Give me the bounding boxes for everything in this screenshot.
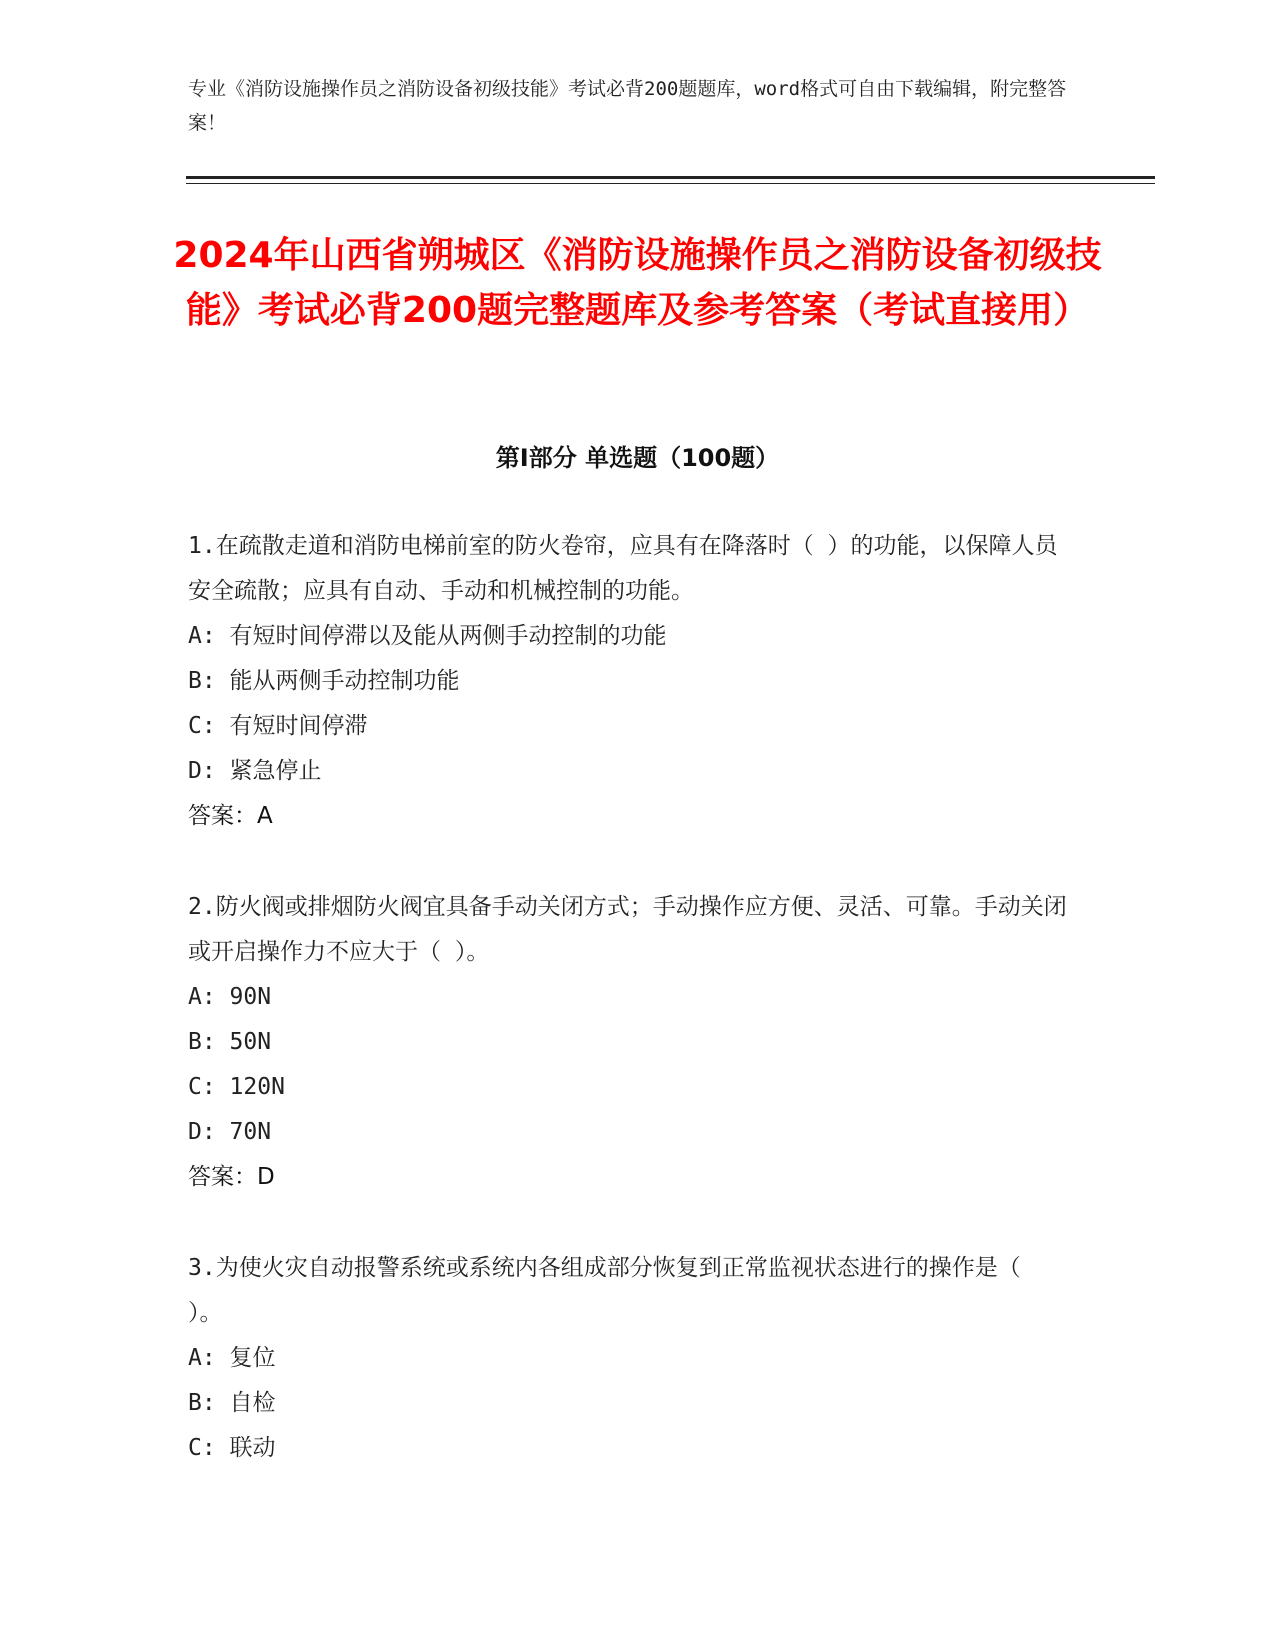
answer: 答案：D [188,1164,275,1190]
option-a: A: 90N [188,984,272,1010]
option-a: A: 复位 [188,1345,276,1371]
option-b: B: 自检 [188,1390,276,1416]
option-c: C: 有短时间停滞 [188,713,368,739]
document-title: 2024年山西省朔城区《消防设施操作员之消防设备初级技能》考试必背200题完整题库及参考答案（考试直接用） [173,235,1102,331]
header-divider-thick [186,176,1155,179]
option-b: B: 能从两侧手动控制功能 [188,668,460,694]
section-heading: 第Ⅰ部分 单选题（100题） [495,444,780,472]
option-c: C: 联动 [188,1435,276,1461]
option-d: D: 紧急停止 [188,758,322,784]
answer: 答案：A [188,803,273,829]
question-stem: 3.为使火灾自动报警系统或系统内各组成部分恢复到正常监视状态进行的操作是（ ）。 [188,1255,1021,1326]
question-stem: 1.在疏散走道和消防电梯前室的防火卷帘，应具有在降落时（ ）的功能，以保障人员安全疏散；应具有自动、手动和机械控制的功能。 [188,533,1058,604]
option-d: D: 70N [188,1119,272,1145]
option-b: B: 50N [188,1029,272,1055]
question-list [188,524,1068,1517]
question-2 [188,885,1068,1200]
question-3 [188,1246,1068,1471]
option-c: C: 120N [188,1074,285,1100]
question-1 [188,524,1068,839]
header-note: 专业《消防设施操作员之消防设备初级技能》考试必背200题题库，word格式可自由下载编辑，附完整答案！ [188,78,1067,134]
question-stem: 2.防火阀或排烟防火阀宜具备手动关闭方式；手动操作应方便、灵活、可靠。手动关闭或开启操作力不应大于（ ）。 [188,894,1067,965]
option-a: A: 有短时间停滞以及能从两侧手动控制的功能 [188,623,667,649]
header-divider-thin [186,183,1155,184]
